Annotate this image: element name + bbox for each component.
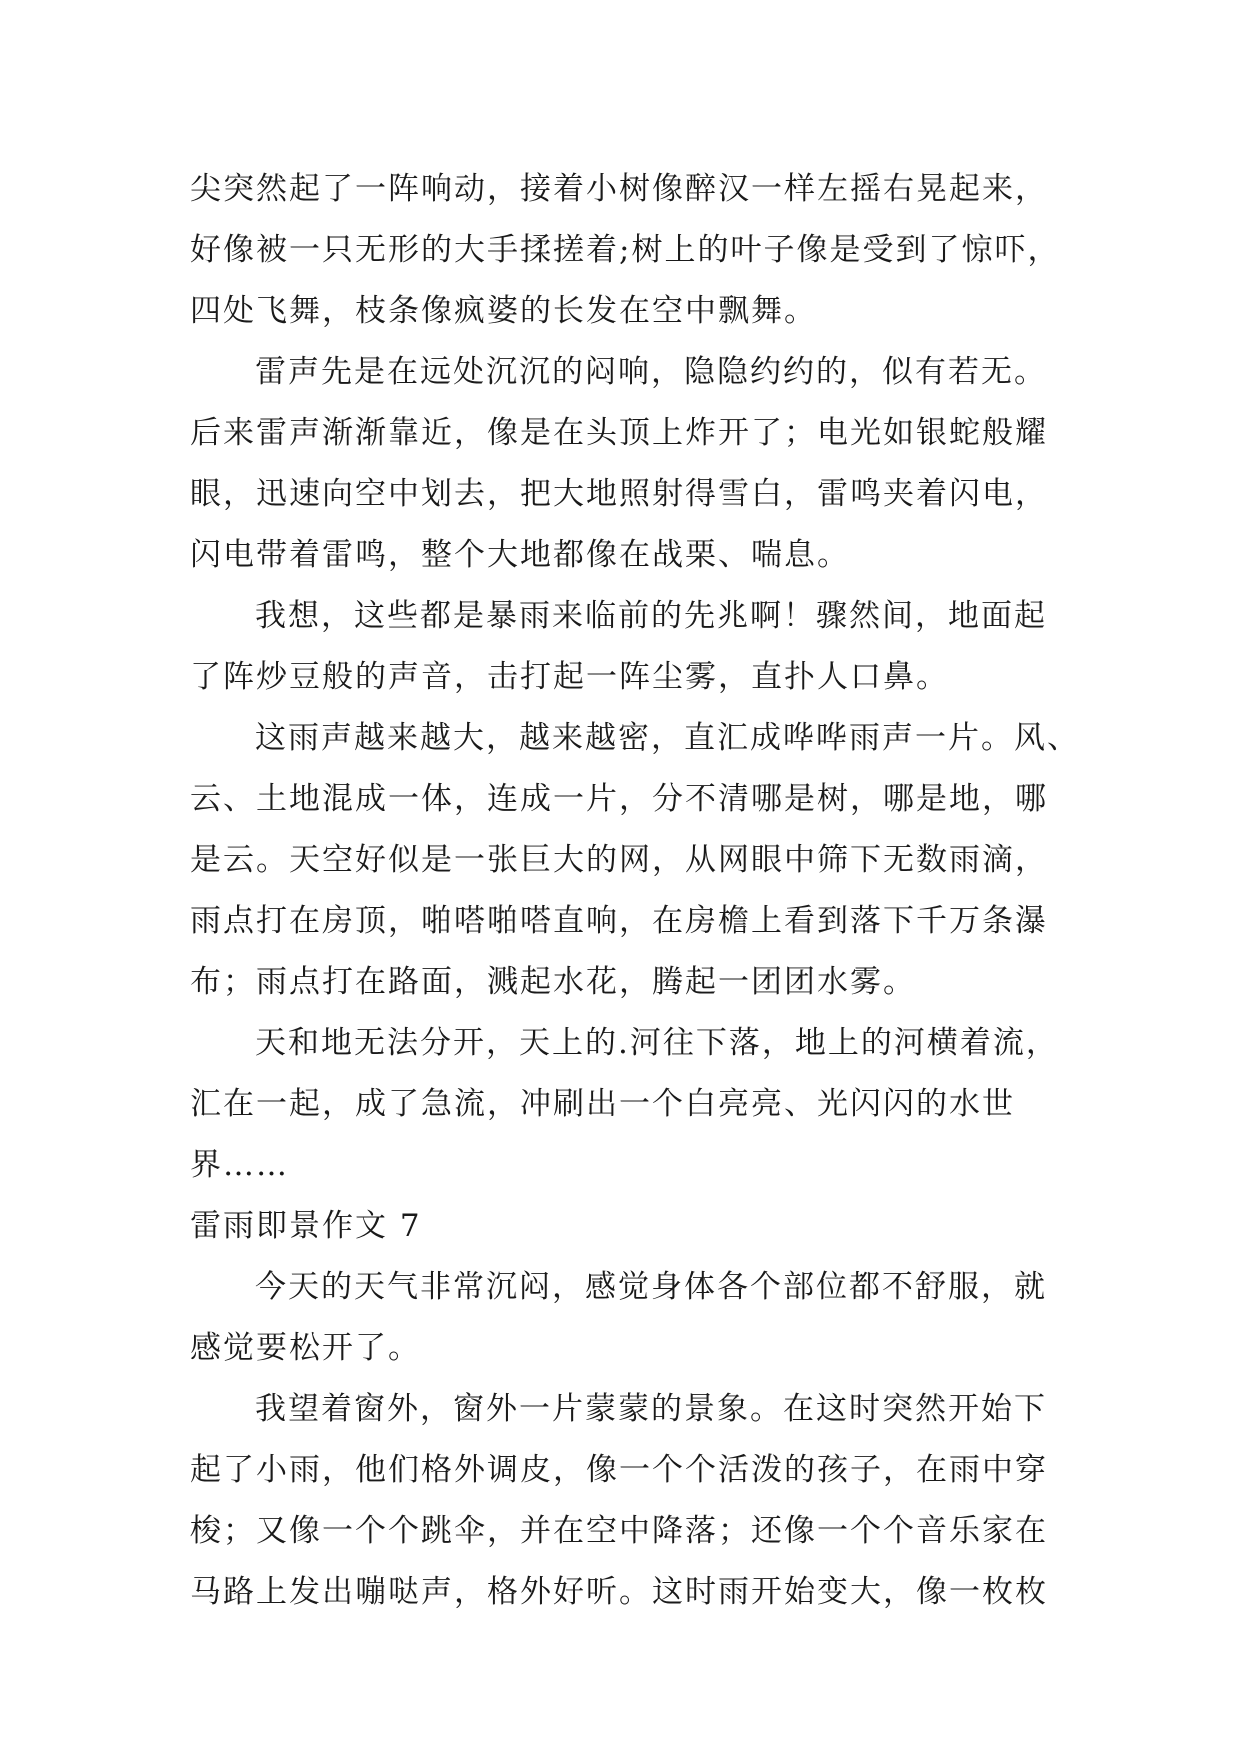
text-line: 起了小雨，他们格外调皮，像一个个活泼的孩子，在雨中穿 [190,1452,1048,1488]
text-line: 雨点打在房顶，啪嗒啪嗒直响，在房檐上看到落下千万条瀑 [190,903,1048,939]
paragraph-first-line: 我想，这些都是暴雨来临前的先兆啊！骤然间，地面起 [255,598,1047,634]
text-line: 布；雨点打在路面，溅起水花，腾起一团团水雾。 [190,964,916,1000]
text-line: 了阵炒豆般的声音，击打起一阵尘雾，直扑人口鼻。 [190,659,949,695]
text-line: 马路上发出嘣哒声，格外好听。这时雨开始变大，像一枚枚 [190,1574,1048,1610]
text-line: 闪电带着雷鸣，整个大地都像在战栗、喘息。 [190,537,850,573]
text-line: 汇在一起，成了急流，冲刷出一个白亮亮、光闪闪的水世 [190,1086,1015,1122]
text-line: 感觉要松开了。 [190,1330,421,1366]
text-line: 好像被一只无形的大手揉搓着;树上的叶子像是受到了惊吓， [190,232,1061,268]
text-line: 梭；又像一个个跳伞，并在空中降落；还像一个个音乐家在 [190,1513,1048,1549]
paragraph-first-line: 我望着窗外，窗外一片蒙蒙的景象。在这时突然开始下 [255,1391,1047,1427]
paragraph-first-line: 这雨声越来越大，越来越密，直汇成哗哗雨声一片。风、 [255,720,1080,756]
text-line: 后来雷声渐渐靠近，像是在头顶上炸开了；电光如银蛇般耀 [190,415,1048,451]
paragraph-first-line: 天和地无法分开，天上的.河往下落，地上的河横着流， [255,1025,1059,1061]
text-line: 尖突然起了一阵响动，接着小树像醉汉一样左摇右晃起来， [190,171,1048,207]
text-line: 四处飞舞，枝条像疯婆的长发在空中飘舞。 [190,293,817,329]
text-line: 是云。天空好似是一张巨大的网，从网眼中筛下无数雨滴， [190,842,1048,878]
paragraph-first-line: 雷声先是在远处沉沉的闷响，隐隐约约的，似有若无。 [255,354,1047,390]
text-line: 眼，迅速向空中划去，把大地照射得雪白，雷鸣夹着闪电， [190,476,1048,512]
paragraph-first-line: 今天的天气非常沉闷，感觉身体各个部位都不舒服，就 [255,1269,1047,1305]
text-line: 云、土地混成一体，连成一片，分不清哪是树，哪是地，哪 [190,781,1048,817]
section-heading: 雷雨即景作文 7 [190,1208,422,1244]
text-line: 界…… [190,1147,289,1183]
